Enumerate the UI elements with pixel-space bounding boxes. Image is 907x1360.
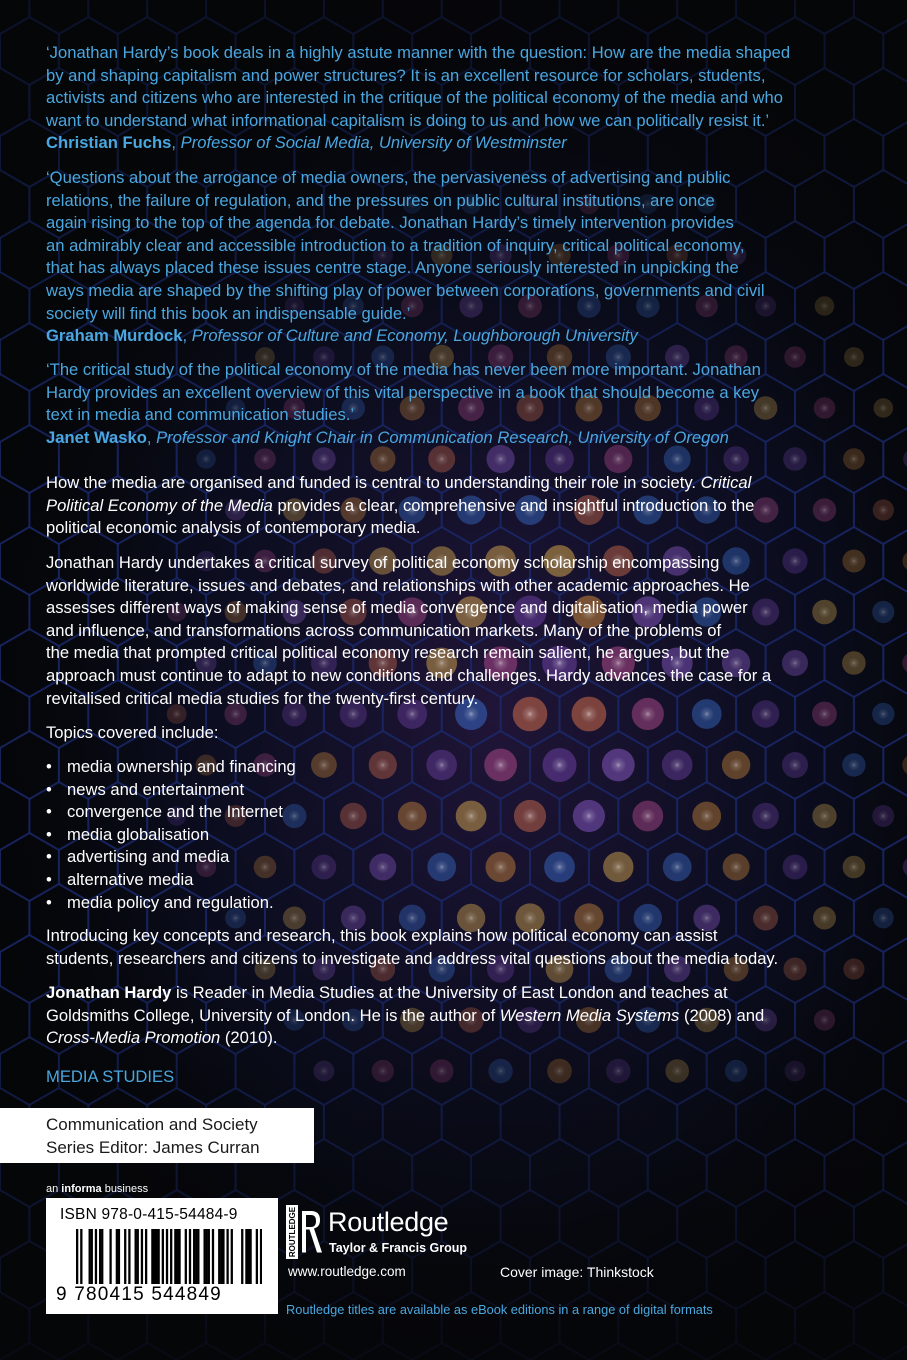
- quote-line: that has always placed these issues centre stage. Anyone seriously interested in unpicking the: [46, 258, 739, 278]
- informa-suffix: business: [101, 1183, 149, 1195]
- attribution-separator: ,: [171, 133, 181, 153]
- quote-line: an admirably clear and accessible introduction to a tradition of inquiry, critical political economy,: [46, 235, 745, 255]
- endorser-name: Graham Murdock: [46, 326, 183, 346]
- author-name: Jonathan Hardy: [46, 983, 172, 1002]
- informa-business-label: [46, 1183, 148, 1195]
- topic-item: • media policy and regulation.: [46, 892, 868, 915]
- endorser-name: Christian Fuchs: [46, 133, 172, 153]
- bio-text: is Reader in Media Studies at the University of East London and teaches at: [171, 983, 728, 1002]
- ebook-note: Routledge titles are available as eBook editions in a range of digital formats: [286, 1302, 713, 1317]
- survey-paragraph: [46, 552, 868, 710]
- quote-line: relations, the failure of regulation, and the pressures on public cultural institutions, are once: [46, 190, 715, 210]
- attribution-separator: ,: [146, 427, 157, 447]
- informa-brand: informa: [61, 1183, 102, 1195]
- author-bio: [46, 982, 868, 1050]
- bio-text: (2010).: [220, 1028, 278, 1048]
- quote-line: Hardy provides an excellent overview of this vital perspective in a book that should become a key: [46, 382, 759, 402]
- quote-line: again rising to the top of the agenda for debate. Jonathan Hardy’s timely intervention provides: [46, 213, 734, 233]
- closing-line: Introducing key concepts and research, this book explains how political economy can assist: [46, 926, 718, 945]
- bio-line: [46, 1005, 868, 1028]
- topic-item: • media globalisation: [46, 824, 868, 847]
- endorsement-quote-murdock: [46, 167, 866, 348]
- quote-line: by and shaping capitalism and power structures? It is an excellent resource for scholars, students,: [46, 65, 766, 85]
- cover-credit: Cover image: Thinkstock: [500, 1264, 654, 1280]
- topic-item: • news and entertainment: [46, 779, 868, 802]
- bio-text: (2008) and: [679, 1005, 765, 1025]
- ean-digits: 9 780415 544849: [56, 1284, 222, 1305]
- spine-label: ROUTLEDGE: [288, 1206, 297, 1258]
- book-title: Western Media Systems: [499, 1005, 680, 1025]
- endorsement-quote-fuchs: [46, 42, 866, 155]
- publisher-name: Routledge: [328, 1207, 449, 1237]
- endorser-role: Professor and Knight Chair in Communication Research, University of Oregon: [156, 427, 729, 447]
- book-title: Cross-Media Promotion: [46, 1028, 221, 1048]
- topics-heading: Topics covered include:: [46, 723, 219, 742]
- attribution-separator: ,: [182, 326, 192, 346]
- bio-line: [46, 982, 868, 1005]
- intro-paragraph: [46, 472, 868, 540]
- intro-line: political economic analysis of contemporary media.: [46, 518, 421, 538]
- intro-line: [46, 495, 868, 518]
- quote-line: ways media are shaped by the shifting play of power between corporations, governments and civil: [46, 280, 765, 300]
- publisher-website[interactable]: www.routledge.com: [288, 1264, 406, 1279]
- survey-line: revitalised critical media studies for the twenty-first century.: [46, 688, 479, 708]
- bio-text: Goldsmiths College, University of London. He is the author of: [46, 1005, 500, 1025]
- survey-line: and influence, and transformations across communication markets. Many of the problems of: [46, 620, 722, 640]
- quote-attribution: [46, 325, 866, 348]
- quote-line: ‘The critical study of the political economy of the media has never been more important. Jonathan: [46, 360, 761, 379]
- topic-item: • convergence and the Internet: [46, 801, 868, 824]
- survey-line: worldwide literature, issues and debates, and relationships with other academic approaches. He: [46, 575, 750, 595]
- quote-line: ‘Questions about the arrogance of media owners, the pervasiveness of advertising and public: [46, 168, 731, 187]
- topic-item: • media ownership and financing: [46, 756, 868, 779]
- subject-category: MEDIA STUDIES: [46, 1067, 175, 1086]
- closing-line: students, researchers and citizens to investigate and address vital questions about the media today.: [46, 948, 779, 968]
- topic-item: • alternative media: [46, 869, 868, 892]
- isbn-text: ISBN 978-0-415-54484-9: [60, 1206, 238, 1223]
- closing-paragraph: [46, 925, 868, 970]
- quote-line: activists and citizens who are interested in the critique of the political economy of the media and who: [46, 88, 783, 108]
- series-editor: Series Editor: James Curran: [46, 1138, 260, 1157]
- publisher-group: Taylor & Francis Group: [329, 1241, 467, 1255]
- survey-line: assesses different ways of making sense of media convergence and digitalisation, media power: [46, 598, 748, 618]
- routledge-spine-mark: [286, 1205, 326, 1259]
- book-title-part: Critical: [700, 473, 752, 492]
- quote-line: ‘Jonathan Hardy’s book deals in a highly astute manner with the question: How are the media shaped: [46, 43, 791, 62]
- topic-item: • advertising and media: [46, 846, 868, 869]
- survey-line: the media that prompted critical political economy research remain salient, he argues, but the: [46, 643, 730, 663]
- bio-line: [46, 1027, 868, 1050]
- endorser-role: Professor of Culture and Economy, Loughborough University: [191, 326, 638, 346]
- survey-line: Jonathan Hardy undertakes a critical survey of political economy scholarship encompassing: [46, 553, 720, 572]
- series-box: [0, 1108, 314, 1163]
- endorser-role: Professor of Social Media, University of Westminster: [180, 133, 567, 153]
- isbn-barcode: [46, 1198, 278, 1314]
- quote-attribution: [46, 427, 866, 450]
- quote-line: want to understand what informational capitalism is doing to us and how we can politically resist it.’: [46, 110, 770, 130]
- intro-text: How the media are organised and funded is central to understanding their role in society.: [46, 473, 701, 492]
- endorsement-quote-wasko: [46, 359, 866, 449]
- informa-prefix: an: [46, 1183, 62, 1195]
- series-name: Communication and Society: [46, 1115, 258, 1134]
- quote-line: text in media and communication studies.’: [46, 405, 355, 425]
- book-title-part: Political Economy of the Media: [46, 495, 273, 515]
- intro-line: [46, 472, 868, 495]
- survey-line: approach must continue to adapt to new conditions and challenges. Hardy advances the case for a: [46, 665, 772, 685]
- quote-attribution: [46, 132, 866, 155]
- intro-text: provides a clear, comprehensive and insightful introduction to the: [272, 495, 755, 515]
- endorser-name: Janet Wasko: [46, 427, 147, 447]
- quote-line: society will find this book an indispensable guide.’: [46, 303, 411, 323]
- topics-list: [46, 756, 868, 914]
